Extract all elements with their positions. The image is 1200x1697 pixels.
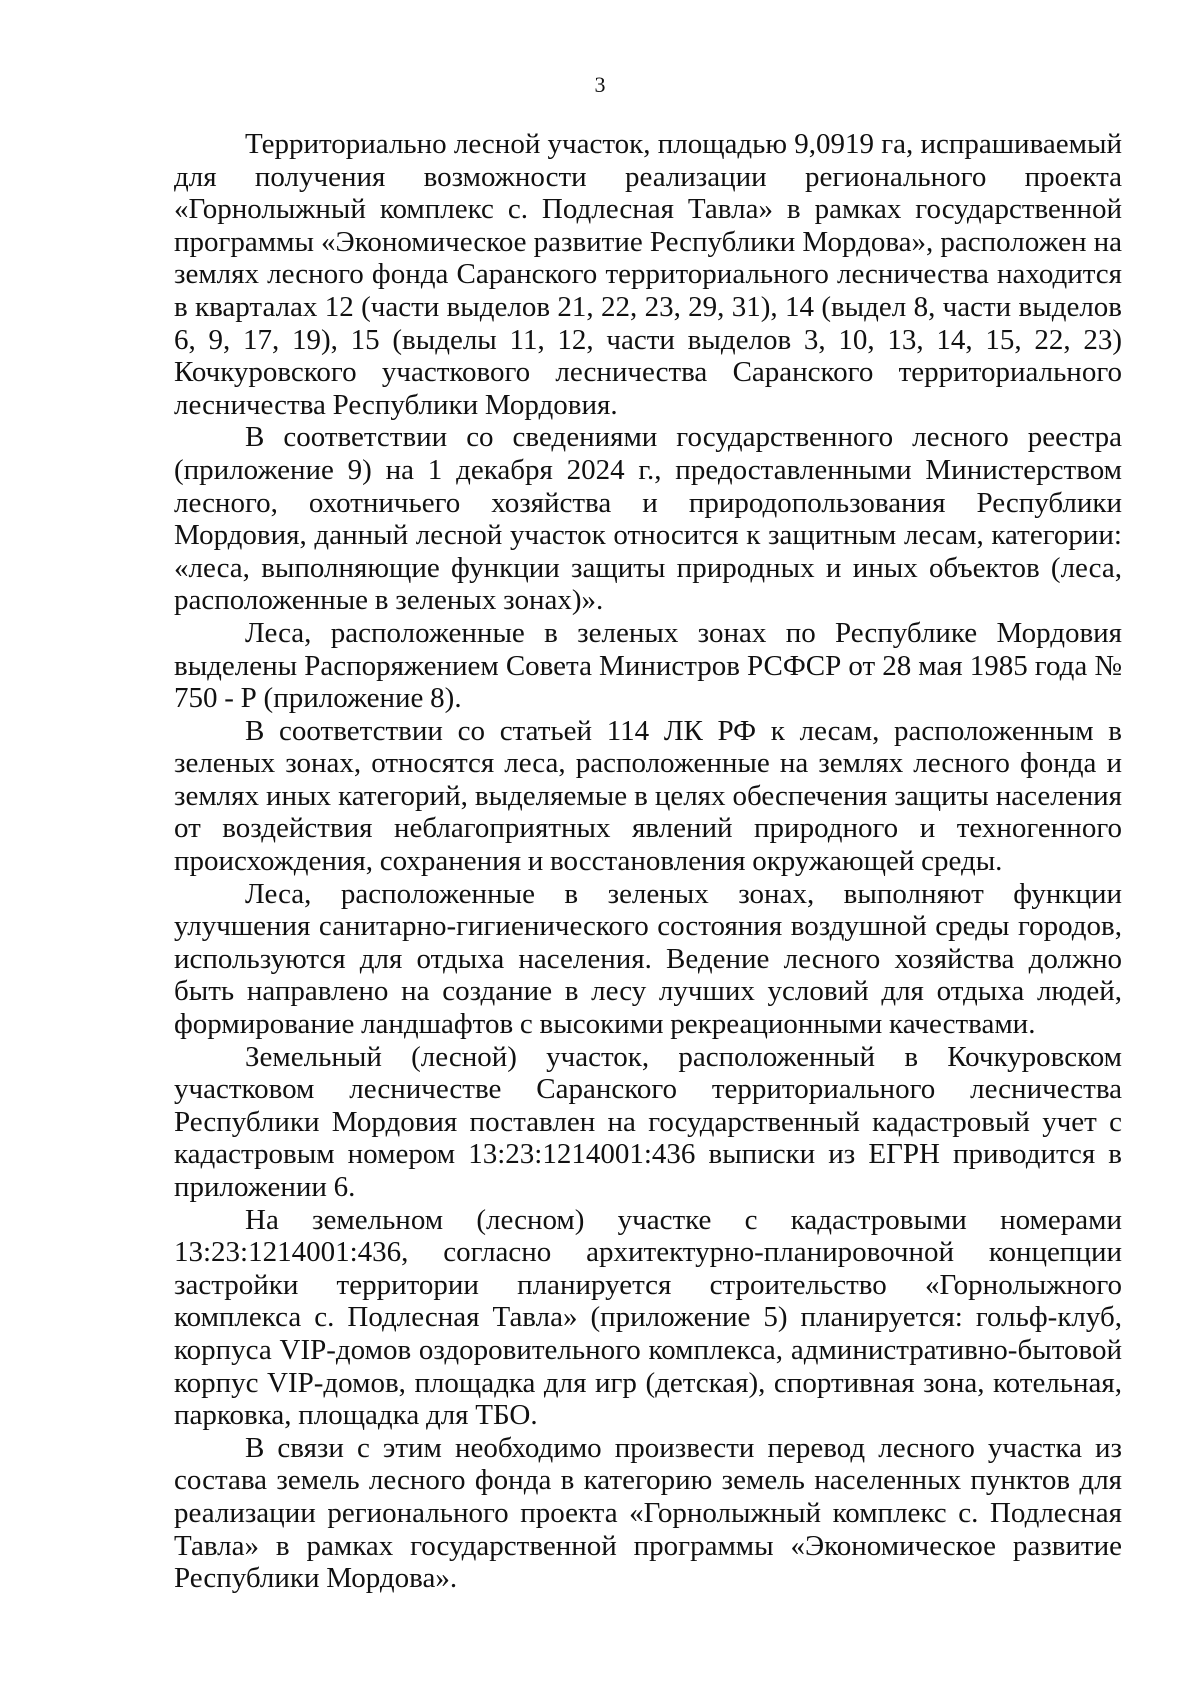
paragraph-land-transfer: В связи с этим необходимо произвести перевод лесного участка из состава земель лесного фонда в категорию земель населенных пунктов для реализации регионального проекта «Горнолыжный комплекс с. Подлесная Тавла» в рамках государственной программы «Экономическое развитие Республики Мордова».	[174, 1431, 1122, 1595]
paragraph-forest-plot-location: Территориально лесной участок, площадью 9,0919 га, испрашиваемый для получения возможности реализации регионального проекта «Горнолыжный комплекс с. Подлесная Тавла» в рамках государственной программы «Экономическое развитие Республики Мордова», расположен на землях лесного фонда Саранского территориального лесничества находится в кварталах 12 (части выделов 21, 22, 23, 29, 31), 14 (выдел 8, части выделов 6, 9, 17, 19), 15 (выделы 11, 12, части выделов 3, 10, 13, 14, 15, 22, 23) Кочкуровского участкового лесничества Саранского территориального лесничества Республики Мордовия.	[174, 128, 1122, 421]
paragraph-construction-plan: На земельном (лесном) участке с кадастровыми номерами 13:23:1214001:436, согласно архитектурно-планировочной концепции застройки территории планируется строительство «Горнолыжного комплекса с. Подлесная Тавла» (приложение 5) планируется: гольф-клуб, корпуса VIP-домов оздоровительного комплекса, административно-бытовой корпус VIP-домов, площадка для игр (детская), спортивная зона, котельная, парковка, площадка для ТБО.	[174, 1203, 1122, 1432]
paragraph-green-zones-order: Леса, расположенные в зеленых зонах по Республике Мордовия выделены Распоряжением Совета Министров РСФСР от 28 мая 1985 года № 750 - Р (приложение 8).	[174, 616, 1122, 715]
paragraph-forest-code-article: В соответствии со статьей 114 ЛК РФ к лесам, расположенным в зеленых зонах, относятся леса, расположенные на землях лесного фонда и землях иных категорий, выделяемые в целях обеспечения защиты населения от воздействия неблагоприятных явлений природного и техногенного происхождения, сохранения и восстановления окружающей среды.	[174, 714, 1122, 878]
paragraph-green-zone-functions: Леса, расположенные в зеленых зонах, выполняют функции улучшения санитарно-гигиенического состояния воздушной среды городов, используются для отдыха населения. Ведение лесного хозяйства должно быть направлено на создание в лесу лучших условий для отдыха людей, формирование ландшафтов с высокими рекреационными качествами.	[174, 877, 1122, 1041]
page-number: 3	[594, 72, 606, 97]
paragraph-forest-registry: В соответствии со сведениями государственного лесного реестра (приложение 9) на 1 декабря 2024 г., предоставленными Министерством лесного, охотничьего хозяйства и природопользования Республики Мордовия, данный лесной участок относится к защитным лесам, категории: «леса, выполняющие функции защиты природных и иных объектов (леса, расположенные в зеленых зонах)».	[174, 421, 1122, 617]
paragraph-cadastral-registration: Земельный (лесной) участок, расположенный в Кочкуровском участковом лесничестве Саранского территориального лесничества Республики Мордовия поставлен на государственный кадастровый учет с кадастровым номером 13:23:1214001:436 выписки из ЕГРН приводится в приложении 6.	[174, 1040, 1122, 1203]
document-body	[174, 128, 1122, 1595]
